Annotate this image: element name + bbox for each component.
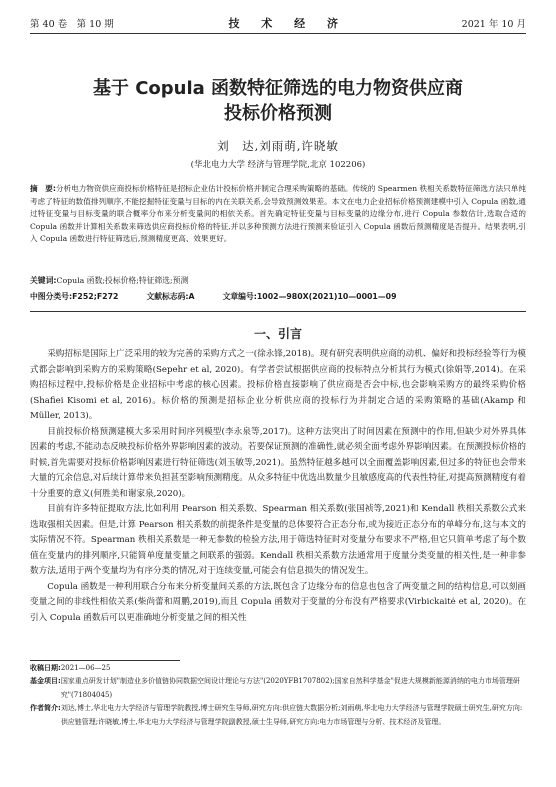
- footnote-authors: [30, 702, 526, 729]
- footnote-received: [30, 662, 526, 675]
- volume-issue: 第 40 卷 第 10 期: [30, 19, 114, 30]
- abstract-text: 分析电力物资供应商投标价格特征是招标企业估计投标价格并制定合理采购策略的基础。传统的 Spearmen 秩相关系数特征筛选方法只单纯考虑了特征的数值排列顺序,不能挖掘特征变量与目标的内在关联关系,会导致预测效果差。本文在电力企业招标价格预测建模中引入 Copula 函数,通过特征变量与目标变量的联合概率分布来分析变量间的相依关系。首先确定特征变量与目标变量的边缘分布,进行 Copula 参数估计,选取合适的 Copula 函数并计算相关系数来筛选供应商投标价格的特征,并以多种预测方法进行预测来验证引入 Copula 函数后预测精度是否提升。结果表明,引入 Copula 函数进行特征筛选后,预测精度更高、效果更好。: [30, 184, 526, 244]
- title-line-1: 基于 Copula 函数特征筛选的电力物资供应商: [92, 78, 464, 99]
- section-heading: 一、引言: [253, 327, 302, 341]
- footnote-text: 2021—06—25: [60, 664, 111, 672]
- paragraph: Copula 函数是一种利用联合分布来分析变量间关系的方法,既包含了边缘分布的信息也包含了两变量之间的结构信息,可以刻画变量之间的非线性相依关系(柴尚蕾和周鹏,2019),而且 Copula 函数对于变量的分布没有严格要求(Virbickaitė et al, 2020)。在引入 Copula 函数后可以更准确地分析变量之间的相关性: [30, 581, 526, 623]
- abstract-label: 摘 要:: [30, 184, 56, 193]
- abstract-rule: [30, 311, 526, 312]
- clc-number: 中图分类号:F252;F272: [30, 292, 119, 301]
- document-code: 文献标志码:A: [146, 292, 195, 301]
- footnotes: [30, 662, 526, 729]
- header-rule: [30, 33, 526, 34]
- paragraph: 采购招标是国际上广泛采用的较为完善的采购方式之一(徐永锋,2018)。现有研究表明供应商的动机、偏好和投标经验等行为模式都会影响到采购方的采购策略(Sepehr et al, 2020)。有学者尝试根据供应商的投标特点分析其行为模式(徐娟等,2014)。在采购招标过程中,投标价格是企业招标中考虑的核心因素。投标价格直接影响了供应商是否会中标,也会影响采购方的最终采购价格(Shafiei Kisomi et al, 2016)。标价格的预测是招标企业分析供应商的投标行为并制定合适的采购策略的基础(Akamp 和 Müller, 2013)。: [30, 349, 526, 421]
- footnote-text: 国家重点研发计划"制造业多价值链协同数据空间设计理论与方法"(2020YFB1707802);国家自然科学基金"促进大规模新能源消纳的电力市场管理研究"(71804045): [60, 677, 520, 699]
- footnote-label: 作者简介:: [30, 704, 61, 713]
- footnote-funding: [30, 675, 526, 702]
- paper-title: [30, 76, 526, 126]
- classification-line: [30, 291, 526, 302]
- footnote-rule: [30, 660, 180, 661]
- body-text: [30, 347, 526, 626]
- journal-name: 技 术 经 济: [228, 17, 347, 30]
- issue-date: 2021 年 10 月: [461, 19, 526, 30]
- footnote-text: 刘达,博士,华北电力大学经济与管理学院教授,博士研究生导师,研究方向:供应链大数据分析;刘雨萌,华北电力大学经济与管理学院硕士研究生,研究方向:供应链管理;许晓敏,博士,华北电力大学经济与管理学院副教授,硕士生导师,研究方向:电力市场管理与分析、技术经济及管理。: [60, 704, 523, 726]
- abstract: [30, 183, 526, 246]
- affiliation: (华北电力大学 经济与管理学院,北京 102206): [190, 160, 366, 170]
- running-header: [30, 14, 526, 32]
- paragraph: 目前投标价格预测建模大多采用时间序列模型(李永泉等,2017)。这种方法突出了时间因素在预测中的作用,但缺少对外界具体因素的考虑,不能动态反映投标价格外界影响因素的波动。若要保证预测的准确性,就必须全面考虑外界影响因素。在预测投标价格的时候,首先需要对投标价格影响因素进行特征筛选(刘玉敏等,2021)。虽然特征越多越可以全面覆盖影响因素,但过多的特征也会带来大量的冗余信息,对后续计算带来负担甚至影响预测精度。从众多特征中优选出数量少且敏感度高的代表性特征,对提高预测精度有着十分重要的意义(何胜美和谢家泉,2020)。: [30, 426, 526, 499]
- keywords-label: 关键词:: [30, 276, 57, 285]
- title-line-2: 投标价格预测: [224, 103, 332, 124]
- paragraph: 目前有许多特征提取方法,比如利用 Pearson 相关系数、Spearman 相关系数(张国祯等,2021)和 Kendall 秩相关系数公式来选取强相关因素。但是,计算 Pearson 相关系数的前提条件是变量的总体要符合正态分布,或为接近正态分布的单峰分布,这与本文的实际情况不符。Spearman 秩相关系数是一种无参数的检验方法,用于筛选特征时对变量分布要求不严格,但它只简单考虑了每个数值在变量内的排列顺序,只能简单度量变量之间联系的强弱。Kendall 秩相关系数方法通常用于度量分类变量的相关性,是一种非参数方法,适用于两个变量均为有序分类的情况,对于连续变量,可能会有信息损失的情况发生。: [30, 504, 526, 576]
- authors: 刘 达,刘雨萌,许晓敏: [217, 139, 339, 153]
- article-number: 文章编号:1002—980X(2021)10—0001—09: [222, 292, 397, 301]
- footnote-label: 收稿日期:: [30, 664, 61, 672]
- keywords-text: Copula 函数;投标价格;特征筛选;预测: [56, 276, 189, 285]
- footnote-label: 基金项目:: [30, 677, 61, 686]
- keywords: [30, 275, 526, 286]
